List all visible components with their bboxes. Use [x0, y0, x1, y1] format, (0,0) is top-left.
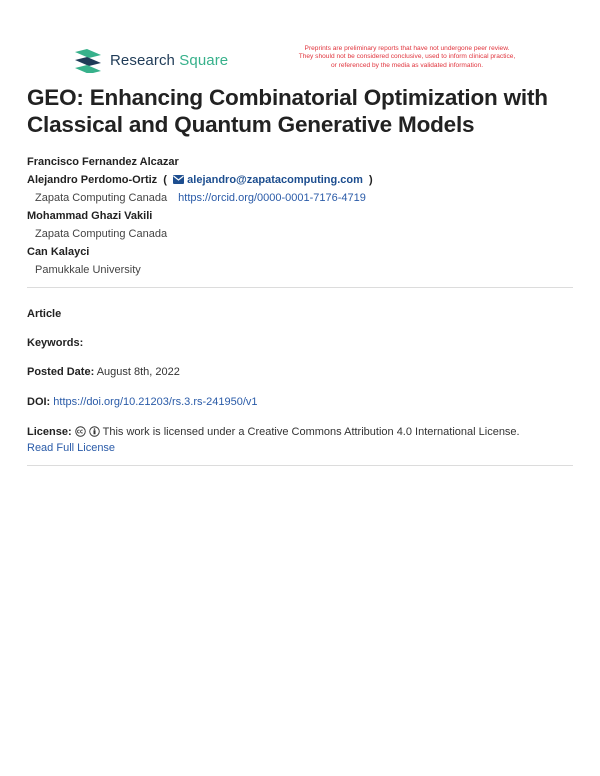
posted-date: Posted Date: August 8th, 2022: [27, 366, 180, 378]
envelope-icon: [173, 175, 184, 184]
read-full-license-link[interactable]: Read Full License: [27, 442, 116, 454]
keywords: Keywords:: [27, 337, 84, 349]
author-email-link[interactable]: alejandro@zapatacomputing.com: [187, 174, 363, 186]
article-type: Article: [27, 308, 62, 320]
paper-title: GEO: Enhancing Combinatorial Optimization with Classical and Quantum Generative Models: [27, 85, 548, 137]
research-square-logo-icon: [73, 47, 103, 73]
author-affiliation: Zapata Computing Canada: [35, 228, 168, 240]
author-name: Francisco Fernandez Alcazar: [27, 156, 179, 168]
author-name: Can Kalayci: [27, 246, 90, 258]
preprint-notice: Preprints are preliminary reports that have not undergone peer review. They should not be considered conclusive, used to inform clinical practice, or referenced by the media as validated information.: [298, 45, 516, 69]
creative-commons-icon: [75, 426, 86, 437]
author-list: [27, 153, 577, 279]
author-name: Mohammad Ghazi Vakili: [27, 210, 153, 222]
doi: DOI: https://doi.org/10.21203/rs.3.rs-241950/v1: [27, 396, 258, 408]
divider: [27, 287, 573, 288]
divider: [27, 465, 573, 466]
doi-link[interactable]: https://doi.org/10.21203/rs.3.rs-241950/v1: [53, 396, 258, 408]
attribution-icon: [89, 426, 100, 437]
brand-name: Research Square: [110, 51, 229, 69]
author-name-with-email: Alejandro Perdomo-Ortiz ( alejandro@zapatacomputing.com ): [27, 174, 373, 186]
author-affiliation: Zapata Computing Canada https://orcid.org/0000-0001-7176-4719: [35, 192, 366, 204]
research-square-logo[interactable]: [73, 47, 228, 73]
license: License: This work is licensed under a Creative Commons Attribution 4.0 International License. Read Full License: [27, 426, 520, 454]
author-affiliation: Pamukkale University: [35, 264, 141, 276]
orcid-link[interactable]: https://orcid.org/0000-0001-7176-4719: [178, 192, 366, 204]
header: [0, 0, 600, 80]
